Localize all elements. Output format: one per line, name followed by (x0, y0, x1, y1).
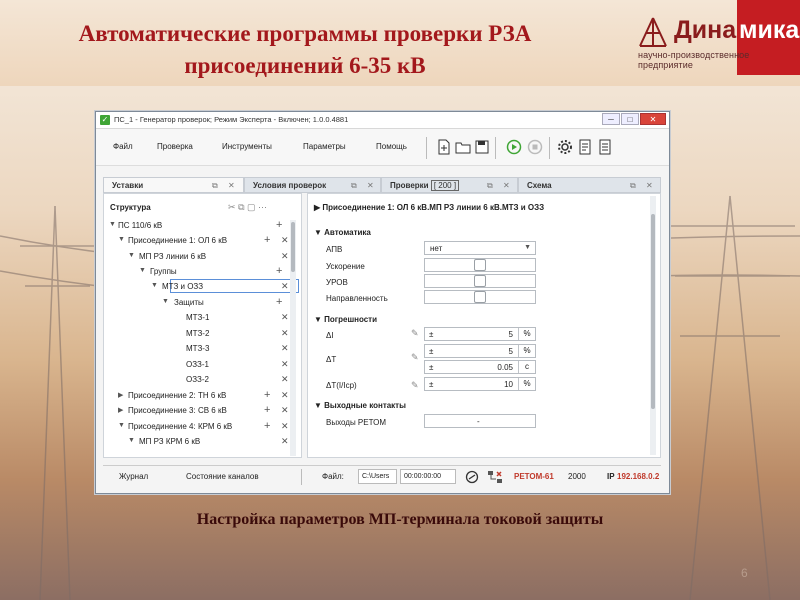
maximize-button[interactable]: □ (621, 113, 639, 125)
urov-label: УРОВ (326, 278, 348, 287)
add-icon[interactable]: + (264, 389, 271, 401)
tab-undock-icon[interactable]: ⧉ (487, 181, 493, 190)
properties-pane (307, 193, 661, 458)
plus-minus-sign: ± (429, 363, 434, 372)
plus-minus-sign: ± (429, 330, 434, 339)
tab-close-icon[interactable]: ✕ (367, 181, 374, 190)
tree-item-label: МП РЗ КРМ 6 кВ (139, 437, 201, 446)
section-errors[interactable] (314, 315, 377, 324)
tree-item-label: Присоединение 2: ТН 6 кВ (128, 391, 227, 400)
tab-undock-icon[interactable]: ⧉ (630, 181, 636, 190)
collapse-arrow-icon[interactable]: ▼ (139, 267, 146, 274)
add-icon[interactable]: + (276, 219, 283, 231)
toolbar-separator (495, 137, 496, 159)
retom-outputs-field[interactable] (424, 414, 536, 428)
tree-item-label: Защиты (174, 298, 204, 307)
tree-item[interactable] (104, 419, 301, 434)
logo-word-right: мика (739, 16, 800, 44)
tab-scheme[interactable] (518, 177, 661, 193)
add-icon[interactable]: + (276, 296, 283, 308)
delete-icon[interactable]: ✕ (281, 374, 289, 384)
tree-item[interactable] (104, 264, 301, 279)
apv-select-value: нет (430, 244, 443, 253)
add-icon[interactable]: + (264, 234, 271, 246)
toolbar-separator (426, 137, 427, 159)
toolbar-separator (549, 137, 550, 159)
save-icon[interactable] (474, 139, 490, 155)
delete-icon[interactable]: ✕ (281, 405, 289, 415)
delete-icon[interactable]: ✕ (281, 328, 289, 338)
device-name: РЕТОМ-61 (514, 472, 554, 481)
expand-arrow-icon[interactable]: ▶ (118, 407, 124, 414)
error-row-label: ΔT(I/Icp) (326, 381, 357, 390)
tree-item[interactable] (104, 218, 301, 233)
app-window (95, 111, 670, 494)
expand-arrow-icon[interactable]: ▶ (118, 392, 124, 399)
logo-word-left: Дина (674, 16, 737, 44)
urov-checkbox[interactable] (474, 275, 486, 287)
tab-check-conditions-label: Условия проверок (253, 181, 327, 190)
tree-item-label: ПС 110/6 кВ (118, 221, 163, 230)
tree-item[interactable] (104, 357, 301, 372)
direction-label: Направленность (326, 294, 388, 303)
status-bar (103, 465, 661, 488)
acceleration-checkbox[interactable] (474, 259, 486, 271)
collapse-arrow-icon[interactable]: ▼ (151, 282, 158, 289)
more-icon[interactable]: ⋯ (258, 202, 268, 212)
slide-title (20, 18, 590, 82)
tree-item[interactable] (104, 295, 301, 310)
collapse-arrow-icon[interactable]: ▼ (128, 437, 135, 444)
device-number: 2000 (568, 472, 586, 481)
tree-item[interactable] (104, 403, 301, 418)
tab-bar (103, 177, 661, 193)
stop-icon[interactable] (527, 139, 543, 155)
journal-button[interactable]: Журнал (119, 472, 149, 481)
add-icon[interactable]: + (264, 420, 271, 432)
tree-item[interactable] (104, 326, 301, 341)
properties-scrollbar[interactable] (650, 196, 656, 455)
logo-tower-icon (636, 16, 670, 50)
new-file-icon[interactable] (436, 139, 452, 155)
tab-close-icon[interactable]: ✕ (503, 181, 510, 190)
edit-pencil-icon[interactable]: ✎ (411, 328, 419, 338)
window-title: ПС_1 - Генератор проверок; Режим Эксперта - Включен; 1.0.0.4881 (114, 115, 349, 124)
scrollbar-thumb[interactable] (651, 214, 655, 409)
tree-item-label: Присоединение 1: ОЛ 6 кВ (128, 236, 228, 245)
section-automation[interactable] (314, 228, 371, 237)
menu-file[interactable]: Файл (113, 142, 133, 151)
collapse-arrow-icon[interactable]: ▼ (118, 422, 125, 429)
retom-outputs-label: Выходы РЕТОМ (326, 418, 386, 427)
sync-icon[interactable] (465, 470, 479, 484)
delete-icon[interactable]: ✕ (281, 251, 289, 261)
error-unit: % (518, 378, 535, 390)
tree-item-label: Группы (150, 267, 177, 276)
logo-subtitle: научно-производственное предприятие (638, 50, 750, 70)
tree-item-label: ОЗЗ-1 (186, 360, 209, 369)
collapse-arrow-icon: ▼ (314, 228, 325, 237)
tree-item-label: ОЗЗ-2 (186, 375, 209, 384)
collapse-arrow-icon[interactable]: ▼ (109, 221, 116, 228)
paste-icon[interactable]: ▢ (247, 202, 256, 212)
tree-item[interactable] (104, 434, 301, 449)
properties-path: Присоединение 1: ОЛ 6 кВ.МП РЗ линии 6 кВ.МТЗ и ОЗЗ (322, 203, 545, 212)
tree-item-label: МТЗ-2 (186, 329, 210, 338)
structure-header: Структура (110, 203, 151, 212)
error-value[interactable]: 10 (504, 380, 513, 389)
chevron-down-icon: ▼ (524, 244, 531, 251)
tab-undock-icon[interactable]: ⧉ (351, 181, 357, 190)
tree-item[interactable] (104, 233, 301, 248)
delete-icon[interactable]: ✕ (281, 359, 289, 369)
window-titlebar (96, 112, 669, 129)
tab-close-icon[interactable]: ✕ (228, 181, 235, 190)
report-icon[interactable] (577, 139, 593, 155)
delete-icon[interactable]: ✕ (281, 421, 289, 431)
error-row-label: ΔI (326, 331, 334, 340)
tab-close-icon[interactable]: ✕ (646, 181, 653, 190)
properties-title (314, 203, 544, 212)
section-automation-label: Автоматика (324, 228, 371, 237)
error-value[interactable]: 0.05 (497, 363, 513, 372)
plus-minus-sign: ± (429, 347, 434, 356)
file-label: Файл: (322, 472, 344, 481)
acceleration-label: Ускорение (326, 262, 365, 271)
delete-icon[interactable]: ✕ (281, 436, 289, 446)
open-folder-icon[interactable] (455, 139, 471, 155)
structure-pane (103, 193, 302, 458)
collapse-arrow-icon[interactable]: ▼ (118, 236, 125, 243)
error-field[interactable] (424, 327, 536, 341)
menu-check[interactable]: Проверка (157, 142, 193, 151)
collapse-arrow-icon[interactable]: ▼ (128, 252, 135, 259)
apv-label: АПВ (326, 245, 343, 254)
error-unit: % (518, 328, 535, 340)
tree-item[interactable] (104, 310, 301, 325)
collapse-arrow-icon[interactable]: ▼ (162, 298, 169, 305)
error-value[interactable]: 5 (508, 347, 513, 356)
delete-icon[interactable]: ✕ (281, 343, 289, 353)
error-row-label: ΔT (326, 355, 337, 364)
tab-checks[interactable] (381, 177, 518, 193)
expand-arrow-icon[interactable]: ▶ (314, 203, 323, 212)
structure-tools (228, 202, 267, 213)
tree-item-label: МП РЗ линии 6 кВ (139, 252, 207, 261)
section-outputs[interactable] (314, 401, 406, 410)
direction-checkbox[interactable] (474, 291, 486, 303)
error-field[interactable] (424, 377, 536, 391)
plus-minus-sign: ± (429, 380, 434, 389)
menu-help[interactable]: Помощь (376, 142, 407, 151)
menu-tools[interactable]: Инструменты (222, 142, 272, 151)
tab-checks-badge: [ 200 ] (431, 180, 459, 191)
tab-settings[interactable] (103, 177, 244, 193)
slide-title-line1: Автоматические программы проверки РЗА (78, 21, 532, 46)
collapse-arrow-icon: ▼ (314, 315, 325, 324)
edit-pencil-icon[interactable]: ✎ (411, 380, 419, 390)
tree-item[interactable] (104, 388, 301, 403)
error-field[interactable] (424, 344, 536, 358)
collapse-arrow-icon: ▼ (314, 401, 325, 410)
settings-gear-icon[interactable] (557, 139, 573, 155)
tab-undock-icon[interactable]: ⧉ (212, 181, 218, 190)
error-unit: % (518, 345, 535, 357)
elapsed-time-field: 00:00:00:00 (400, 469, 456, 484)
status-divider (301, 469, 302, 485)
tree-item[interactable] (104, 249, 301, 264)
minimize-button[interactable]: ─ (602, 113, 620, 125)
tab-check-conditions[interactable] (244, 177, 381, 193)
error-value[interactable]: 5 (508, 330, 513, 339)
tab-checks-text: Проверки (390, 181, 429, 190)
tab-checks-label (390, 181, 459, 190)
app-check-icon: ✓ (101, 115, 109, 124)
slide-title-line2: присоединений 6-35 кВ (184, 53, 426, 78)
tree-item-label: МТЗ-1 (186, 313, 210, 322)
close-button[interactable]: ✕ (640, 113, 666, 125)
ip-address: 192.168.0.2 (617, 472, 660, 481)
menu-toolbar (96, 129, 669, 166)
scrollbar-thumb[interactable] (291, 222, 295, 272)
error-field[interactable] (424, 360, 536, 374)
tab-scheme-label: Схема (527, 181, 552, 190)
tree-item-selected[interactable] (104, 279, 301, 294)
menu-parameters[interactable]: Параметры (303, 142, 346, 151)
disconnected-network-icon (487, 469, 503, 485)
slide-page-number: 6 (741, 566, 748, 580)
play-icon[interactable] (506, 139, 522, 155)
tree-item-label: Присоединение 3: СВ 6 кВ (128, 406, 227, 415)
section-outputs-label: Выходные контакты (324, 401, 406, 410)
tab-settings-label: Уставки (112, 181, 144, 190)
apv-select[interactable] (424, 241, 536, 255)
company-logo (636, 14, 800, 74)
slide-caption: Настройка параметров МП-терминала токовой защиты (196, 511, 604, 528)
edit-pencil-icon[interactable]: ✎ (411, 352, 419, 362)
add-icon[interactable]: + (264, 404, 271, 416)
channels-state-button[interactable]: Состояние каналов (186, 472, 259, 481)
cut-icon[interactable]: ✂ (228, 202, 236, 212)
tree-item[interactable] (104, 372, 301, 387)
window-controls (602, 113, 666, 126)
structure-scrollbar[interactable] (290, 220, 296, 456)
ip-label: IP (607, 472, 615, 481)
error-unit: с (518, 361, 535, 373)
file-path-field[interactable]: C:\Users (358, 469, 397, 484)
delete-icon[interactable]: ✕ (281, 281, 289, 291)
document-list-icon[interactable] (596, 139, 612, 155)
tree-item-label: Присоединение 4: КРМ 6 кВ (128, 422, 233, 431)
add-icon[interactable]: + (276, 265, 283, 277)
tree-item-label: МТЗ и ОЗЗ (162, 282, 204, 291)
tree-item-label: МТЗ-3 (186, 344, 210, 353)
delete-icon[interactable]: ✕ (281, 312, 289, 322)
copy-icon[interactable]: ⧉ (238, 202, 245, 212)
section-errors-label: Погрешности (324, 315, 378, 324)
tree-item[interactable] (104, 341, 301, 356)
delete-icon[interactable]: ✕ (281, 235, 289, 245)
delete-icon[interactable]: ✕ (281, 390, 289, 400)
retom-outputs-value: - (477, 417, 480, 426)
